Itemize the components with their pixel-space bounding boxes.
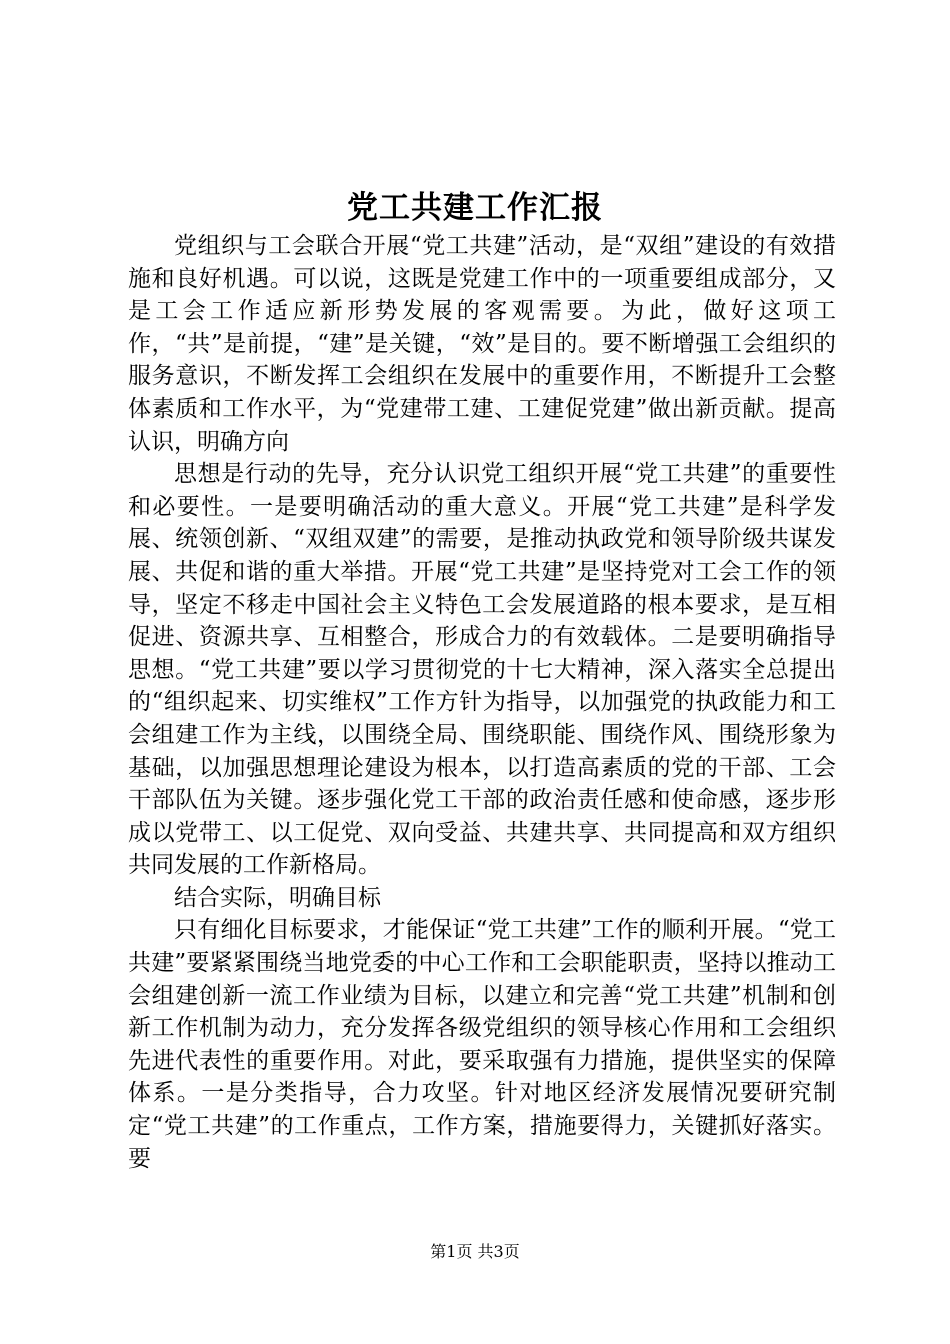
paragraph: 只有细化目标要求，才能保证“党工共建”工作的顺利开展。“党工共建”要紧紧围绕当地党委的中心工作和工会职能职责，坚持以推动工会组建创新一流工作业绩为目标，以建立和完善“党工共建”机制和创新工作机制为动力，充分发挥各级党组织的领导核心作用和工会组织先进代表性的重要作用。对此，要采取强有力措施，提供坚实的保障体系。一是分类指导，合力攻坚。针对地区经济发展情况要研究制定“党工共建”的工作重点，工作方案，措施要得力，关键抓好落实。要 (128, 917, 836, 1172)
paragraph: 思想是行动的先导，充分认识党工组织开展“党工共建”的重要性和必要性。一是要明确活动的重大意义。开展“党工共建”是科学发展、统领创新、“双组双建”的需要，是推动执政党和领导阶级共谋发展、共促和谐的重大举措。开展“党工共建”是坚持党对工会工作的领导，坚定不移走中国社会主义特色工会发展道路的根本要求，是互相促进、资源共享、互相整合，形成合力的有效载体。二是要明确指导思想。“党工共建”要以学习贯彻党的十七大精神，深入落实全总提出的“组织起来、切实维权”工作方针为指导，以加强党的执政能力和工会组建工作为主线，以围绕全局、围绕职能、围绕作风、围绕形象为基础，以加强思想理论建设为根本，以打造高素质的党的干部、工会干部队伍为关键。逐步强化党工干部的政治责任感和使命感，逐步形成以党带工、以工促党、双向受益、共建共享、共同提高和双方组织共同发展的工作新格局。 (128, 461, 836, 879)
section-heading: 结合实际，明确目标 (174, 884, 381, 911)
document-title: 党工共建工作汇报 (347, 190, 603, 226)
page-number-footer: 第1页 共3页 (430, 1242, 520, 1261)
document-body (128, 230, 836, 1175)
paragraph: 党组织与工会联合开展“党工共建”活动，是“双组”建设的有效措施和良好机遇。可以说，这既是党建工作中的一项重要组成部分，又是工会工作适应新形势发展的客观需要。为此，做好这项工作，“共”是前提，“建”是关键，“效”是目的。要不断增强工会组织的服务意识，不断发挥工会组织在发展中的重要作用，不断提升工会整体素质和工作水平，为“党建带工建、工建促党建”做出新贡献。提高认识，明确方向 (128, 233, 836, 455)
